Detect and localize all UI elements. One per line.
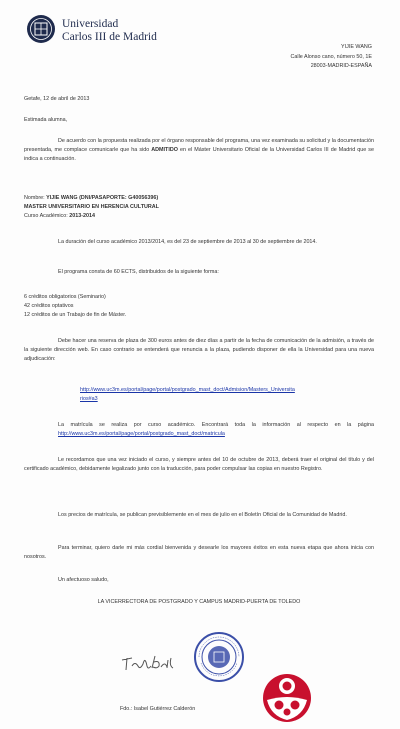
regards: Un afectuoso saludo, [58, 577, 109, 583]
credits-item: 42 créditos optativos [24, 303, 74, 309]
recipient-name: YIJIE WANG [341, 44, 372, 50]
signature-line: Fdo.: Isabel Gutiérrez Calderón [120, 706, 196, 712]
official-stamp-icon [193, 631, 245, 683]
student-name: Nombre: YIJIE WANG (DNI/PASAPORTE: G40056396) [24, 195, 159, 201]
enrolment-paragraph: La matrícula se realiza por curso académico. Encontrará toda la información al respecto en la página http://www.uc3m.es/portal/page/portal/postgrado_mast_doct/matricula [58, 422, 374, 438]
university-name: Universidad Carlos III de Madrid [62, 18, 157, 43]
intro-paragraph: De acuerdo con la propuesta realizada por el órgano responsable del programa, una vez examinada su solicitud y la documentación presentada, me complace comunicarle que ha sido ADMITIDO en el Máster Universitario Oficial de la Universidad Carlos III de Madrid que se indica a continuación. [24, 138, 374, 163]
signatory-office: LA VICERRECTORA DE POSTGRADO Y CAMPUS MADRID-PUERTA DE TOLEDO [97, 599, 301, 605]
letter-date: Getafe, 12 de abril de 2013 [24, 96, 90, 102]
salutation: Estimada alumna, [24, 117, 68, 123]
admission-link-continued[interactable]: rios#a3 [80, 396, 98, 402]
prices-paragraph: Los precios de matrícula, se publican previsiblemente en el mes de julio en el Boletín Oficial de la Comunidad de Madrid. [58, 512, 347, 518]
handwritten-signature [118, 652, 198, 676]
academic-year: Curso Académico: 2013-2014 [24, 213, 96, 219]
recipient-city: 28003-MADRID-ESPAÑA [310, 63, 372, 69]
ects-intro: El programa consta de 60 ECTS, distribuidos de la siguiente forma: [58, 269, 219, 275]
enrolment-link[interactable]: http://www.uc3m.es/portal/page/portal/postgrado_mast_doct/matricula [58, 431, 225, 438]
watermark-logo-icon [262, 672, 312, 724]
documents-reminder: Le recordamos que una vez iniciado el curso, y siempre antes del 10 de octubre de 2013, deberá traer el original del título y del certificado académico, debidamente legalizado junto con la traducción, para poder compulsar las copias en nuestro Registro. [24, 457, 374, 473]
credits-item: 12 créditos de un Trabajo de fin de Máster. [24, 312, 127, 318]
closing-paragraph: Para terminar, quiero darle mi más cordial bienvenida y desearle los mayores éxitos en esta nueva etapa que ahora inicia con nosotros. [24, 545, 374, 561]
program-name: MASTER UNIVERSITARIO EN HERENCIA CULTURAL [24, 204, 159, 210]
reserve-paragraph: Debe hacer una reserva de plaza de 300 euros antes de diez días a partir de la fecha de comunicación de la admisión, a través de la siguiente dirección web. En caso contrario se entenderá que renuncia a la plaza, pudiendo disponer de ella la Universidad para una nueva adjudicación: [24, 338, 374, 363]
duration-paragraph: La duración del curso académico 2013/2014, es del 23 de septiembre de 2013 al 30 de septiembre de 2014. [58, 239, 317, 245]
recipient-street: Calle Alonso cano, número 50, 1E [290, 53, 372, 60]
university-seal-icon [26, 14, 56, 44]
admission-link[interactable]: http://www.uc3m.es/portal/page/portal/postgrado_mast_doct/Admision/Masters_Universita [80, 387, 295, 393]
recipient-address [172, 43, 372, 72]
credits-item: 6 créditos obligatorios (Seminario) [24, 294, 106, 300]
